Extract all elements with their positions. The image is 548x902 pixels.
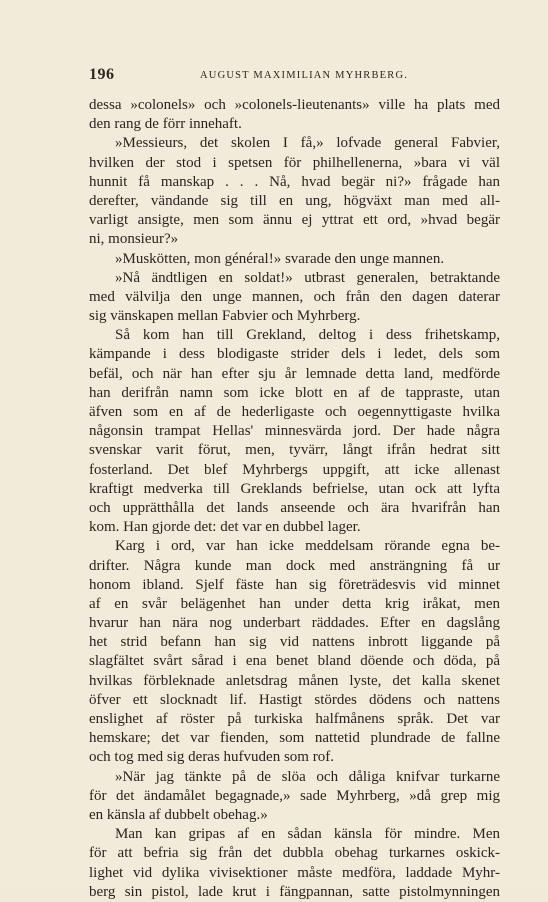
page-number: 196 [89,66,115,83]
text-line: »Messieurs, det skolen I få,» lofvade general Fabvier, [115,135,500,152]
text-line: fosterland. Det blef Myhrbergs uppgift, att icke allenast [89,461,500,478]
text-line: svenskar varit förut, men, tyvärr, långt ifrån hedrat sitt [89,442,500,459]
text-line: den rang de förr innehaft. [89,116,242,133]
text-line: varligt ansigte, men som ännu ej yttrat ett ord, »hvad begär [89,212,500,229]
text-line: Så kom han till Grekland, deltog i dess frihetskamp, [115,327,500,344]
running-head: AUGUST MAXIMILIAN MYHRBERG. [200,70,409,81]
text-line: och tog med sig deras hufvuden som rof. [89,749,334,766]
text-line: Man kan gripas af en sådan känsla för mindre. Men [115,826,500,843]
text-line: hemskare; det var fienden, som nattetid plundrade de fallne [89,730,500,747]
text-line: kom. Han gjorde det: det var en dubbel lager. [89,519,361,536]
text-line: drifter. Några kunde man dock med ansträngning få ur [89,557,500,574]
text-line: öfver ett slocknadt lif. Hastigt stördes dödens och nattens [89,691,500,708]
text-line: någonsin trampat Hellas' minnesvärda jord. Der hade några [89,423,500,440]
text-line: honom ibland. Sjelf fäste han sig företrädesvis vid minnet [89,576,500,593]
text-line: hvilkas förbleknade anletsdrag månen lyste, det kalla skenet [89,672,500,689]
body-text [89,96,500,902]
text-line: dessa »colonels» och »colonels-lieutenants» ville ha plats med [89,97,500,113]
text-line: enslighet af röster på turkiska halfmånens språk. Det var [89,711,500,727]
text-line: en känsla af dubbelt obehag.» [89,806,268,823]
text-line: »När jag tänkte på de slöa och dåliga knifvar turkarne [115,768,500,785]
text-line: äfven som en af de hederligaste och oegennyttigaste hvilka [89,404,500,420]
text-line: hunnit få manskap . . . Nå, hvad begär ni?» frågade han [89,173,500,190]
text-line: »Nå ändtligen en soldat!» utbrast generalen, betraktande [115,269,500,286]
text-line: derefter, vändande sig till en ung, högväxt man med all- [89,192,500,209]
text-line: sig vänskapen mellan Fabvier och Myhrberg. [89,308,361,325]
text-line: kraftigt medverka till Greklands befrielse, utan ock att lyfta [89,480,500,497]
text-line: kämpande i dess blodigaste strider dels i ledet, dels som [89,346,500,363]
text-line: för att befria sig från det dubbla obehag turkarnes oskick- [89,845,500,862]
text-line: och upprätthålla det lands anseende och ära hvarifrån han [89,499,500,516]
text-line: befäl, och när han efter sju år lemnade detta land, medförde [89,365,500,382]
text-line: hvarur han nära nog underbart räddades. Efter en dagslång [89,615,500,632]
text-line: ni, monsieur?» [89,231,179,248]
text-line: het strid befann han sig vid nattens inbrott liggande på [89,634,500,651]
text-line: berg sin pistol, lade krut i fängpannan, satte pistolmynningen [89,883,500,900]
text-line: Karg i ord, var han icke meddelsam rörande egna be- [115,538,500,555]
text-line: slagfältet svårt sårad i ena benet bland döende och döda, på [89,653,500,670]
text-line: med välvilja den unge mannen, och från den dagen daterar [89,288,500,305]
page-header [89,66,499,86]
text-line: lighet vid dylika vivisektioner måste medföra, laddade Myhr- [89,864,500,881]
text-line: af en svår belägenhet han under detta krig iråkat, men [89,595,500,612]
text-line: han derifrån namn som icke blott en af de tappraste, utan [89,384,500,401]
text-line: hvilken der stod i spetsen för philhellenerna, »bara vi väl [89,154,500,171]
text-line: för det ändamålet begagnade,» sade Myhrberg, »då grep mig [89,787,500,804]
text-line: »Muskötten, mon général!» svarade den unge mannen. [115,250,445,267]
